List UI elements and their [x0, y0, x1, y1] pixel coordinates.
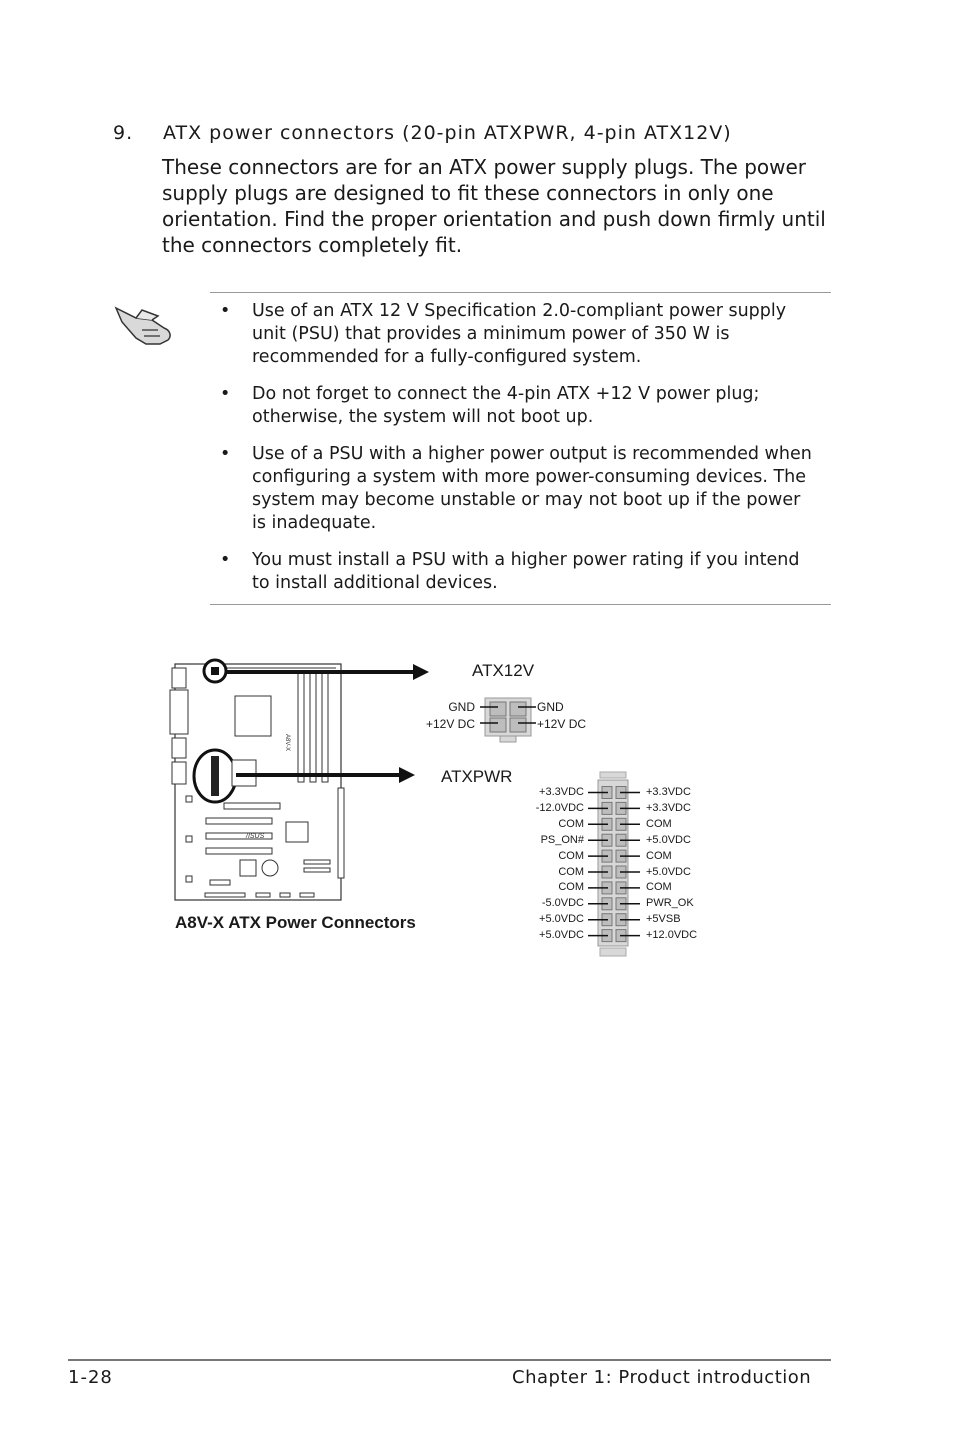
- note-item: [212, 383, 812, 429]
- atxpwr-pin-label-right: COM: [646, 817, 672, 830]
- atxpwr-pin-label-right: +12.0VDC: [646, 929, 698, 942]
- note-list: [212, 300, 812, 609]
- atx12v-pin-left: GND: [448, 700, 475, 714]
- atxpwr-pin-label-right: +3.3VDC: [646, 786, 691, 798]
- section-heading: [113, 122, 732, 144]
- atxpwr-pin-label-right: COM: [646, 881, 672, 894]
- atxpwr-pin-label-left: +5.0VDC: [539, 913, 584, 926]
- hand-note-icon: [112, 298, 178, 348]
- note-item: [212, 443, 812, 535]
- note-top-rule: [210, 292, 831, 293]
- atxpwr-pin-label-right: COM: [646, 849, 672, 862]
- atxpwr-pin-label-right: +5VSB: [646, 913, 681, 926]
- note-item: [212, 300, 812, 369]
- section-number: 9.: [113, 122, 134, 144]
- bullet: •: [220, 444, 231, 464]
- section-intro: These connectors are for an ATX power supply plugs. The power supply plugs are designed to fit these connectors in only one orientation. Find the proper orientation and push down firmly until the connectors completely fit.: [162, 155, 826, 257]
- board-logo: /ISUS: [246, 833, 265, 840]
- note-bottom-rule: [210, 604, 831, 605]
- atx12v-pin-right: GND: [537, 700, 564, 714]
- atx12v-label: ATX12V: [472, 661, 535, 680]
- atxpwr-pin-label-left: -12.0VDC: [535, 801, 584, 814]
- atxpwr-pin-label-left: COM: [558, 865, 584, 878]
- atxpwr-pin-label-left: PS_ON#: [540, 833, 584, 846]
- atxpwr-pin-label-right: +5.0VDC: [646, 865, 691, 878]
- bullet: •: [220, 301, 231, 321]
- atxpwr-pin-label-left: COM: [558, 881, 584, 894]
- atxpwr-pin-label-right: PWR_OK: [646, 897, 694, 910]
- bullet: •: [220, 550, 231, 570]
- atxpwr-pin-label-left: COM: [558, 817, 584, 830]
- bullet: •: [220, 384, 231, 404]
- note-text: Use of an ATX 12 V Specification 2.0-compliant power supply unit (PSU) that provides a minimum power of 350 W is recommended for a fully-configured system.: [252, 301, 787, 367]
- chapter-title: Chapter 1: Product introduction: [512, 1367, 812, 1388]
- page-number: 1-28: [68, 1367, 113, 1388]
- atxpwr-pin-label-left: +3.3VDC: [539, 786, 584, 798]
- diagram-caption: A8V-X ATX Power Connectors: [175, 913, 416, 932]
- atx12v-pin-left: +12V DC: [425, 717, 475, 731]
- footer-rule: [68, 1359, 831, 1361]
- note-item: [212, 549, 812, 595]
- atxpwr-pin-label-right: +5.0VDC: [646, 833, 691, 846]
- note-text: Use of a PSU with a higher power output is recommended when configuring a system with more power-consuming devices. The system may become unstable or may not boot up if the power is inadequate.: [252, 444, 812, 533]
- atxpwr-pin-label-left: +5.0VDC: [539, 929, 584, 942]
- atxpwr-connector: [584, 768, 644, 962]
- atxpwr-pin-label-left: -5.0VDC: [541, 897, 584, 910]
- note-text: You must install a PSU with a higher power rating if you intend to install additional devices.: [252, 550, 800, 593]
- atxpwr-pin-label-right: +3.3VDC: [646, 801, 691, 814]
- note-text: Do not forget to connect the 4-pin ATX +12 V power plug; otherwise, the system will not boot up.: [252, 384, 760, 427]
- atxpwr-label: ATXPWR: [441, 767, 513, 786]
- atx12v-pin-right: +12V DC: [537, 717, 587, 731]
- section-title: ATX power connectors (20-pin ATXPWR, 4-pin ATX12V): [163, 122, 732, 144]
- atxpwr-pin-label-left: COM: [558, 849, 584, 862]
- board-model: A8V-X: [284, 734, 290, 752]
